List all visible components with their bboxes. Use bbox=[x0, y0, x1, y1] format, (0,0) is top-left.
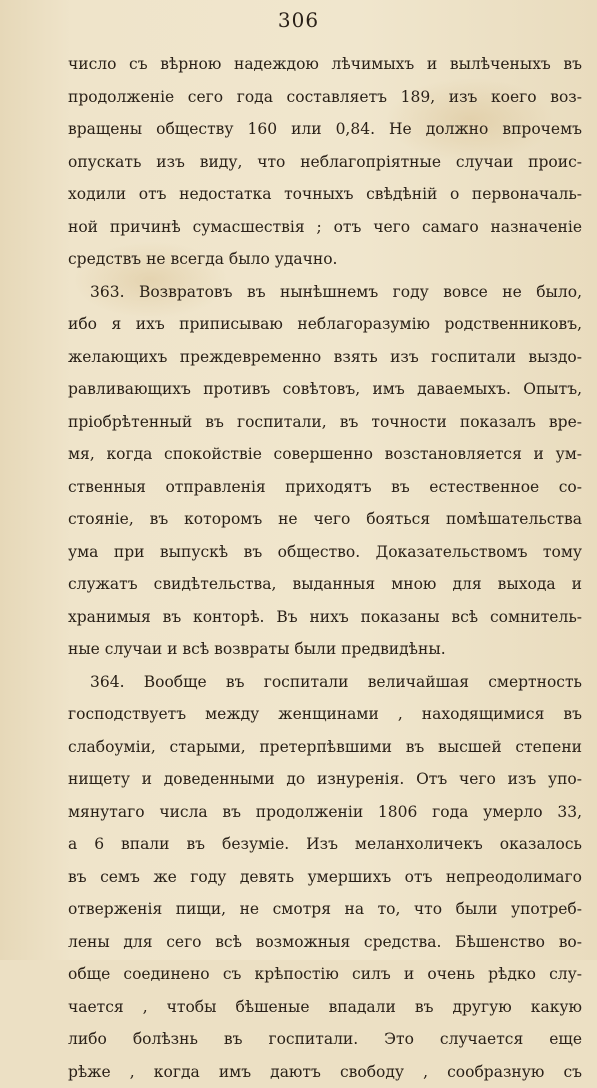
text-line: стояніе, въ которомъ не чего бояться помѣшательства bbox=[68, 503, 582, 536]
text-line: господствуетъ между женщинами , находящимися въ bbox=[68, 698, 582, 731]
text-line: равливающихъ противъ совѣтовъ, имъ даваемыхъ. Опытъ, bbox=[68, 373, 582, 406]
text-line: число съ вѣрною надеждою лѣчимыхъ и вылѣченыхъ въ bbox=[68, 48, 582, 81]
text-line: ные случаи и всѣ возвраты были предвидѣны. bbox=[68, 633, 582, 666]
page-number: 306 bbox=[0, 8, 597, 32]
text-line: обще соединено съ крѣпостію силъ и очень рѣдко слу- bbox=[68, 958, 582, 991]
text-line: вращены обществу 160 или 0,84. Не должно впрочемъ bbox=[68, 113, 582, 146]
text-line: ума при выпускѣ въ общество. Доказательствомъ тому bbox=[68, 536, 582, 569]
text-line: мянутаго числа въ продолженіи 1806 года умерло 33, bbox=[68, 796, 582, 829]
text-line: слабоуміи, старыми, претерпѣвшими въ высшей степени bbox=[68, 731, 582, 764]
text-line: служатъ свидѣтельства, выданныя мною для выхода и bbox=[68, 568, 582, 601]
text-line: лены для сего всѣ возможныя средства. Бѣшенство во- bbox=[68, 926, 582, 959]
text-line: желающихъ преждевременно взять изъ госпитали выздо- bbox=[68, 341, 582, 374]
text-body bbox=[68, 48, 582, 1088]
text-line: ходили отъ недостатка точныхъ свѣдѣній о первоначаль- bbox=[68, 178, 582, 211]
text-line: продолженіе сего года составляетъ 189, изъ коего воз- bbox=[68, 81, 582, 114]
text-line: средствъ не всегда было удачно. bbox=[68, 243, 582, 276]
text-line: 363. Возвратовъ въ нынѣшнемъ году вовсе не было, bbox=[68, 276, 582, 309]
text-line: нищету и доведенными до изнуренія. Отъ чего изъ упо- bbox=[68, 763, 582, 796]
text-line: хранимыя въ конторѣ. Въ нихъ показаны всѣ сомнитель- bbox=[68, 601, 582, 634]
text-line: въ семъ же году девять умершихъ отъ непреодолимаго bbox=[68, 861, 582, 894]
text-line: а 6 впали въ безуміе. Изъ меланхоличекъ оказалось bbox=[68, 828, 582, 861]
text-line: либо болѣзнь въ госпитали. Это случается еще bbox=[68, 1023, 582, 1056]
text-line: ибо я ихъ приписываю неблагоразумію родственниковъ, bbox=[68, 308, 582, 341]
text-line: ственныя отправленія приходятъ въ естественное со- bbox=[68, 471, 582, 504]
text-line: чается , чтобы бѣшеные впадали въ другую какую bbox=[68, 991, 582, 1024]
text-line: ной причинѣ сумасшествія ; отъ чего самаго назначеніе bbox=[68, 211, 582, 244]
text-line: 364. Вообще въ госпитали величайшая смертность bbox=[68, 666, 582, 699]
text-line: пріобрѣтенный въ госпитали, въ точности показалъ вре- bbox=[68, 406, 582, 439]
text-line: отверженія пищи, не смотря на то, что были употреб- bbox=[68, 893, 582, 926]
text-line: рѣже , когда имъ даютъ свободу , сообразную съ bbox=[68, 1056, 582, 1088]
text-line: опускать изъ виду, что неблагопріятные случаи проис- bbox=[68, 146, 582, 179]
text-line: мя, когда спокойствіе совершенно возстановляется и ум- bbox=[68, 438, 582, 471]
